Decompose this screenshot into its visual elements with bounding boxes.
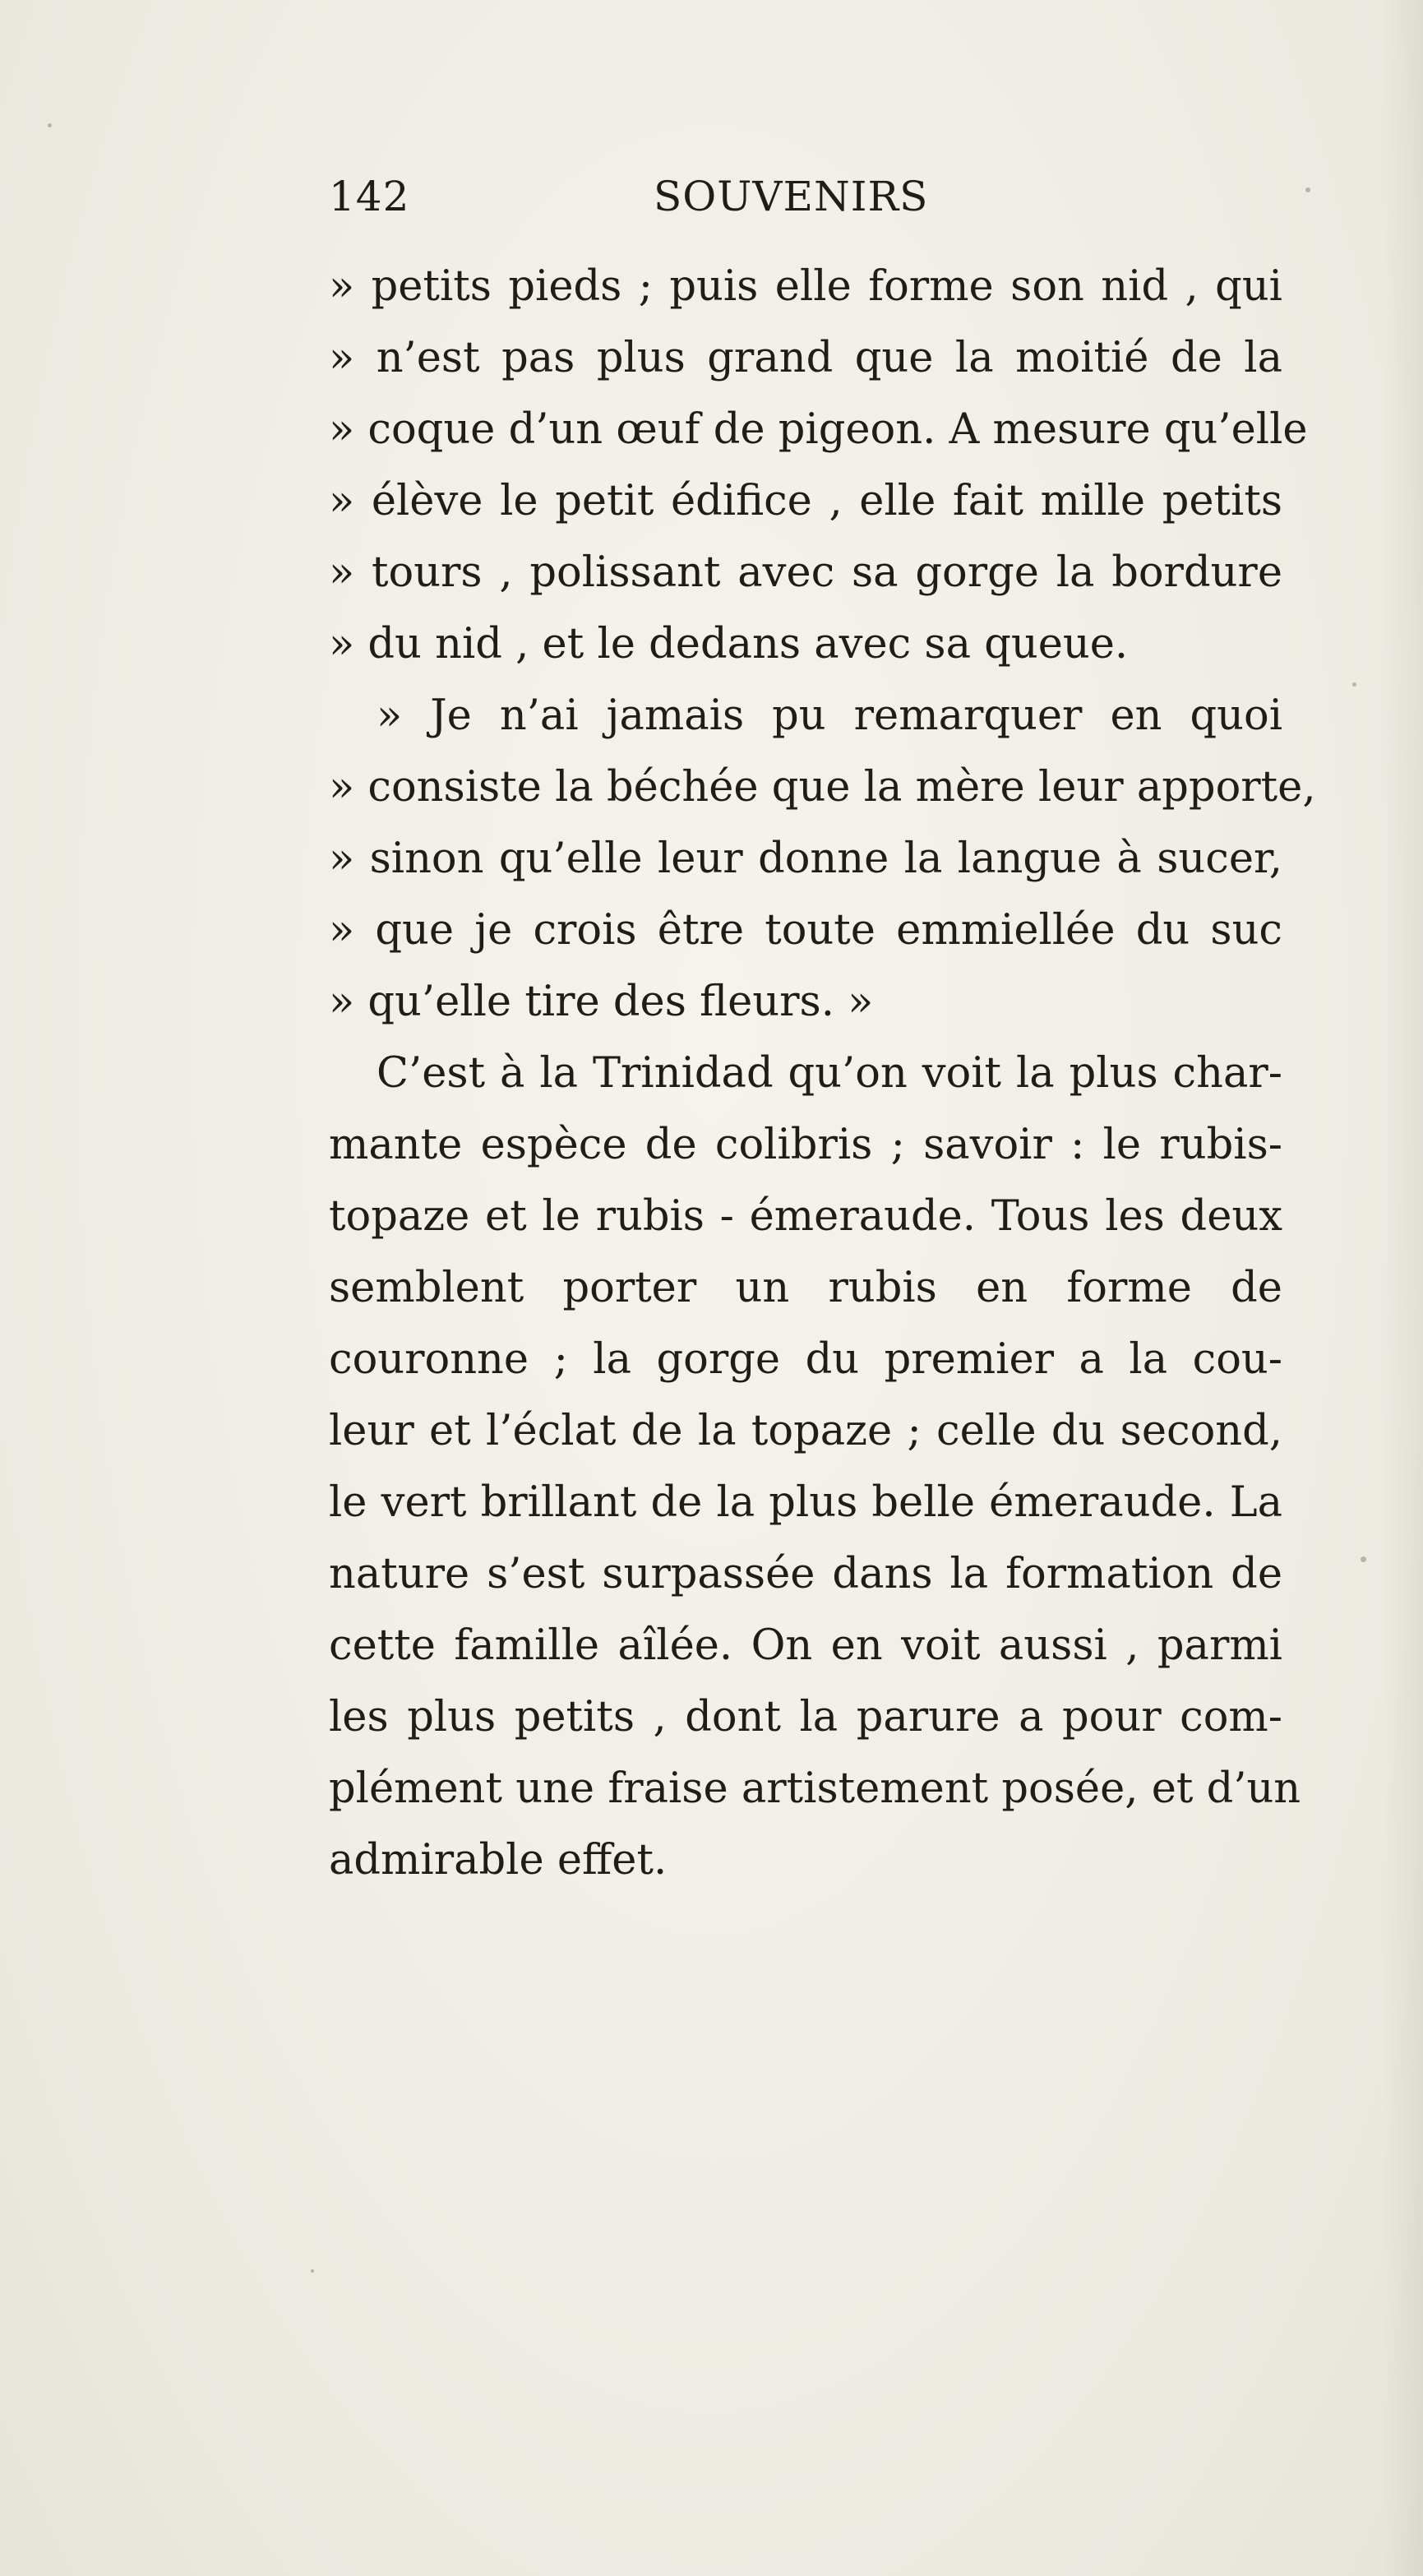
text-line: » élève le petit édifice , elle fait mille petits [329, 477, 1282, 525]
text-line: » du nid , et le dedans avec sa queue. [329, 620, 1129, 668]
text-line: cette famille aîlée. On en voit aussi , parmi [329, 1621, 1282, 1670]
text-line: admirable effet. [329, 1836, 668, 1885]
paragraph-quote-continued [329, 251, 1308, 680]
text-line: nature s’est surpassée dans la formation de [329, 1550, 1282, 1598]
text-line: C’est à la Trinidad qu’on voit la plus char- [377, 1049, 1282, 1098]
paper-speck [1352, 682, 1356, 687]
text-line: » petits pieds ; puis elle forme son nid , qui [329, 262, 1282, 311]
text-line: » qu’elle tire des fleurs. » [329, 978, 874, 1026]
text-line: plément une fraise artistement posée, et d’un [329, 1764, 1301, 1813]
running-title: SOUVENIRS [654, 173, 929, 220]
paragraph-body [329, 1038, 1301, 1896]
paragraph-quote [329, 680, 1316, 1038]
text-line: » n’est pas plus grand que la moitié de la [329, 334, 1282, 382]
text-line: leur et l’éclat de la topaze ; celle du second, [329, 1407, 1282, 1455]
text-line: semblent porter un rubis en forme de [329, 1264, 1282, 1312]
paper-speck [311, 2269, 314, 2273]
body-text [329, 251, 1316, 1896]
text-line: » sinon qu’elle leur donne la langue à sucer, [329, 835, 1282, 883]
text-line: » consiste la béchée que la mère leur apporte, [329, 763, 1316, 812]
text-line: » coque d’un œuf de pigeon. A mesure qu’elle [329, 405, 1308, 454]
page-number: 142 [329, 173, 410, 220]
paper-speck [1305, 187, 1310, 192]
paper-speck [1361, 1556, 1366, 1562]
text-line: le vert brillant de la plus belle émeraude. La [329, 1478, 1282, 1527]
text-line: » que je crois être toute emmiellée du suc [329, 906, 1282, 955]
text-line: les plus petits , dont la parure a pour com- [329, 1693, 1282, 1741]
text-line: mante espèce de colibris ; savoir : le rubis- [329, 1121, 1282, 1169]
page-header [329, 173, 1282, 230]
text-line: » tours , polissant avec sa gorge la bordure [329, 548, 1282, 597]
text-line: couronne ; la gorge du premier a la cou- [329, 1335, 1282, 1384]
paper-speck [48, 123, 52, 127]
text-line: topaze et le rubis - émeraude. Tous les deux [329, 1192, 1282, 1241]
text-line: » Je n’ai jamais pu remarquer en quoi [377, 691, 1282, 740]
